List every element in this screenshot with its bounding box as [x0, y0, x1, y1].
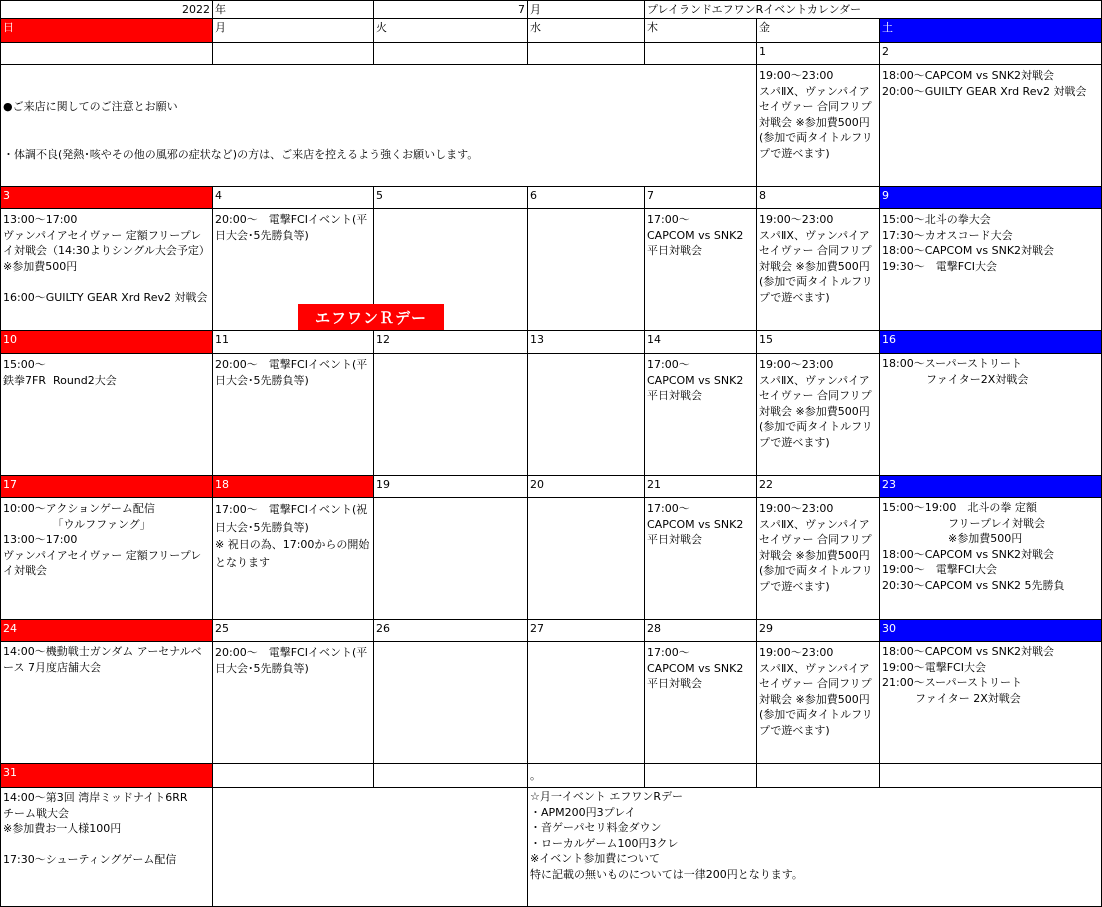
- notice-line: ・体調不良(発熱･咳やその他の風邪の症状など)の方は、ご来店を控えるよう強くお願いします。: [3, 148, 479, 161]
- event-thu-14: 17:00〜 CAPCOM vs SNK2 平日対戦会: [645, 354, 757, 476]
- date-25: 25: [213, 620, 374, 642]
- date-cell-empty: [757, 764, 880, 788]
- date-cell-empty: [528, 43, 645, 65]
- event-sat-16: 18:00〜スーパーストリート ファイター2X対戦会: [880, 354, 1102, 476]
- f1r-day-banner: エフワンＲデー: [298, 304, 444, 330]
- date-cell-dot: 。: [528, 764, 645, 788]
- event-fri-8: 19:00〜23:00 スパⅡX、ヴァンパイアセイヴァー 合同フリプ対戦会 ※参加費500円 (参加で両タイトルフリプで遊べます): [757, 209, 880, 331]
- weekday-thu: 木: [645, 19, 757, 43]
- date-4: 4: [213, 187, 374, 209]
- event-wed-13: [528, 354, 645, 476]
- date-8: 8: [757, 187, 880, 209]
- month-unit-cell: 月: [528, 0, 645, 19]
- event-tue-19: [374, 498, 528, 620]
- event-sat-9: 15:00〜北斗の拳大会 17:30〜カオスコード大会 18:00〜CAPCOM vs SNK2対戦会 19:30〜 電撃FCI大会: [880, 209, 1102, 331]
- weekday-fri: 金: [757, 19, 880, 43]
- event-thu-7: 17:00〜 CAPCOM vs SNK2 平日対戦会: [645, 209, 757, 331]
- date-19: 19: [374, 476, 528, 498]
- event-sun-3: 13:00〜17:00 ヴァンパイアセイヴァー 定額フリープレイ対戦会（14:30よりシングル大会予定）※参加費500円 16:00〜GUILTY GEAR Xrd Rev2 対戦会: [0, 209, 213, 331]
- date-10: 10: [0, 331, 213, 354]
- date-3: 3: [0, 187, 213, 209]
- event-fri-1: 19:00〜23:00 スパⅡX、ヴァンパイアセイヴァー 合同フリプ対戦会 ※参加費500円 (参加で両タイトルフリプで遊べます): [757, 65, 880, 187]
- date-cell-empty: [880, 764, 1102, 788]
- date-23: 23: [880, 476, 1102, 498]
- weekday-mon: 月: [213, 19, 374, 43]
- date-27: 27: [528, 620, 645, 642]
- date-14: 14: [645, 331, 757, 354]
- date-16: 16: [880, 331, 1102, 354]
- event-sun-17: 10:00〜アクションゲーム配信 「ウルフファング」 13:00〜17:00 ヴァンパイアセイヴァー 定額フリープレイ対戦会: [0, 498, 213, 620]
- date-9: 9: [880, 187, 1102, 209]
- event-wed-20: [528, 498, 645, 620]
- event-fri-22: 19:00〜23:00 スパⅡX、ヴァンパイアセイヴァー 合同フリプ対戦会 ※参加費500円 (参加で両タイトルフリプで遊べます): [757, 498, 880, 620]
- date-26: 26: [374, 620, 528, 642]
- date-5: 5: [374, 187, 528, 209]
- date-6: 6: [528, 187, 645, 209]
- date-cell-empty: [374, 764, 528, 788]
- date-22: 22: [757, 476, 880, 498]
- date-18: 18: [213, 476, 374, 498]
- date-12: 12: [374, 331, 528, 354]
- month-cell: 7: [374, 0, 528, 19]
- event-sun-10: 15:00〜 鉄拳7FR Round2大会: [0, 354, 213, 476]
- calendar-title: プレイランドエフワンRイベントカレンダー: [645, 0, 1102, 19]
- date-31: 31: [0, 764, 213, 788]
- footer-info: ☆月一イベント エフワンRデー ・APM200円3プレイ ・音ゲーパセリ料金ダウン ・ローカルゲーム100円3クレ ※イベント参加費について 特に記載の無いものについては一律200円となります。: [528, 788, 1102, 907]
- event-mon-18: 17:00〜 電撃FCIイベント(祝日大会･5先勝負等) ※ 祝日の為、17:00からの開始となります: [213, 498, 374, 620]
- event-thu-28: 17:00〜 CAPCOM vs SNK2 平日対戦会: [645, 642, 757, 764]
- event-thu-21: 17:00〜 CAPCOM vs SNK2 平日対戦会: [645, 498, 757, 620]
- date-13: 13: [528, 331, 645, 354]
- date-2: 2: [880, 43, 1102, 65]
- weekday-sat: 土: [880, 19, 1102, 43]
- date-cell-empty: [0, 43, 213, 65]
- notice-box: [0, 65, 757, 187]
- date-cell-empty: [645, 43, 757, 65]
- date-7: 7: [645, 187, 757, 209]
- date-29: 29: [757, 620, 880, 642]
- weekday-wed: 水: [528, 19, 645, 43]
- year-cell: 2022: [0, 0, 213, 19]
- empty-block: [213, 788, 528, 907]
- date-cell-empty: [213, 43, 374, 65]
- date-20: 20: [528, 476, 645, 498]
- date-cell-empty: [374, 43, 528, 65]
- date-24: 24: [0, 620, 213, 642]
- event-mon-25: 20:00〜 電撃FCIイベント(平日大会･5先勝負等): [213, 642, 374, 764]
- date-21: 21: [645, 476, 757, 498]
- weekday-tue: 火: [374, 19, 528, 43]
- event-wed-27: [528, 642, 645, 764]
- event-tue-26: [374, 642, 528, 764]
- notice-line: ●ご来店に関してのご注意とお願い: [3, 100, 178, 113]
- date-1: 1: [757, 43, 880, 65]
- date-15: 15: [757, 331, 880, 354]
- event-fri-29: 19:00〜23:00 スパⅡX、ヴァンパイアセイヴァー 合同フリプ対戦会 ※参加費500円 (参加で両タイトルフリプで遊べます): [757, 642, 880, 764]
- date-17: 17: [0, 476, 213, 498]
- event-sat-30: 18:00〜CAPCOM vs SNK2対戦会 19:00〜電撃FCI大会 21:00〜スーパーストリート ファイター 2X対戦会: [880, 642, 1102, 764]
- event-fri-15: 19:00〜23:00 スパⅡX、ヴァンパイアセイヴァー 合同フリプ対戦会 ※参加費500円 (参加で両タイトルフリプで遊べます): [757, 354, 880, 476]
- event-sat-2: 18:00〜CAPCOM vs SNK2対戦会 20:00〜GUILTY GEAR Xrd Rev2 対戦会: [880, 65, 1102, 187]
- event-tue-12: [374, 354, 528, 476]
- event-mon-4: 20:00〜 電撃FCIイベント(平日大会･5先勝負等): [213, 209, 374, 331]
- date-cell-empty: [213, 764, 374, 788]
- year-unit-cell: 年: [213, 0, 374, 19]
- event-mon-11: 20:00〜 電撃FCIイベント(平日大会･5先勝負等): [213, 354, 374, 476]
- date-30: 30: [880, 620, 1102, 642]
- date-28: 28: [645, 620, 757, 642]
- event-wed-6: [528, 209, 645, 331]
- weekday-sun: 日: [0, 19, 213, 43]
- event-sun-31: 14:00〜第3回 湾岸ミッドナイト6RR チーム戦大会 ※参加費お一人様100円 17:30〜シューティングゲーム配信: [0, 788, 213, 907]
- event-sat-23: 15:00〜19:00 北斗の拳 定額 フリープレイ対戦会 ※参加費500円 18:00〜CAPCOM vs SNK2対戦会 19:00〜 電撃FCI大会 20:30〜CAPCOM vs SNK2 5先勝負: [880, 498, 1102, 620]
- event-sun-24: 14:00〜機動戦士ガンダム アーセナルベース 7月度店舗大会: [0, 642, 213, 764]
- date-cell-empty: [645, 764, 757, 788]
- date-11: 11: [213, 331, 374, 354]
